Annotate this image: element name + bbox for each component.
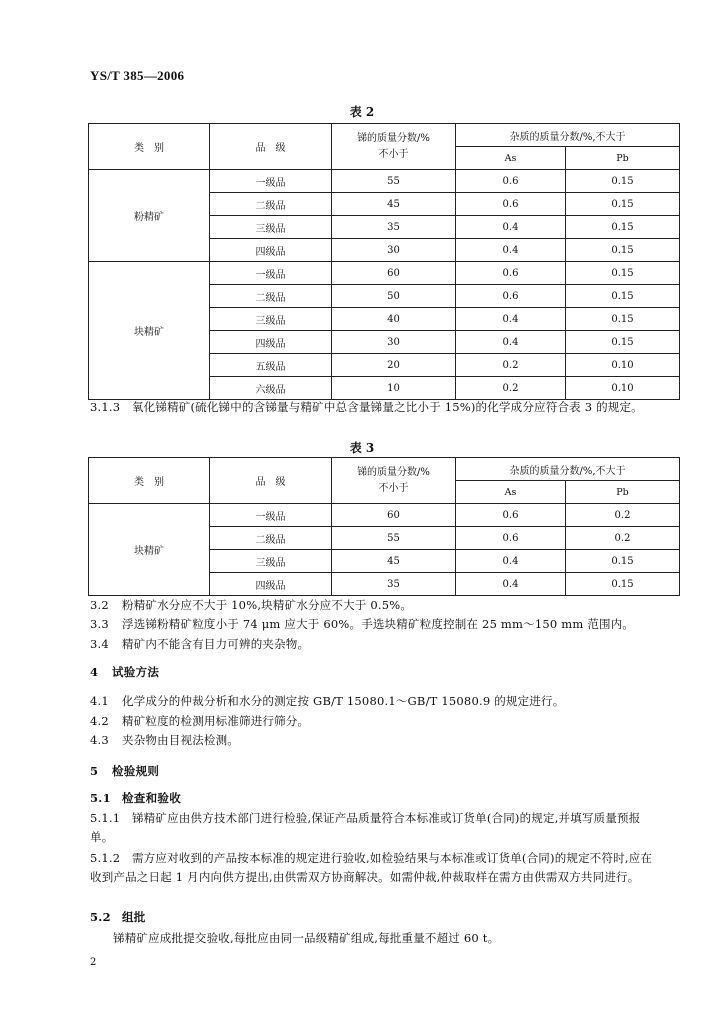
cell-sb: 55 [332, 527, 456, 550]
paragraph-3-4 [90, 635, 662, 654]
table-3 [88, 457, 680, 596]
cell-grade: 六级品 [210, 377, 332, 400]
cell-grade: 一级品 [210, 170, 332, 193]
cell-pb: 0.2 [566, 527, 680, 550]
table-row [89, 504, 680, 527]
cell-as: 0.6 [456, 504, 566, 527]
paragraph-4-3 [90, 731, 662, 750]
table-2-caption: 表 2 [349, 105, 375, 119]
cell-sb: 30 [332, 331, 456, 354]
section-title: 检验规则 [112, 764, 160, 778]
cell-grade: 一级品 [210, 504, 332, 527]
cell-grade: 四级品 [210, 331, 332, 354]
cell-as: 0.6 [456, 285, 566, 308]
paragraph-3-1-3 [90, 398, 662, 417]
cell-sb: 30 [332, 239, 456, 262]
clause-number: 4.2 [90, 714, 109, 728]
cell-pb: 0.15 [566, 216, 680, 239]
paragraph-5-1-2 [90, 849, 662, 887]
cell-sb: 50 [332, 285, 456, 308]
col-header-sb-line1: 锑的质量分数/% [357, 466, 430, 478]
cell-as: 0.4 [456, 239, 566, 262]
section-number: 4 [90, 665, 99, 679]
cell-sb: 35 [332, 216, 456, 239]
cell-pb: 0.15 [566, 285, 680, 308]
paragraph-4-1 [90, 692, 662, 711]
cell-sb: 60 [332, 504, 456, 527]
cell-as: 0.4 [456, 331, 566, 354]
col-header-pb: Pb [566, 481, 680, 504]
cell-as: 0.6 [456, 262, 566, 285]
cell-sb: 45 [332, 550, 456, 573]
cell-grade: 五级品 [210, 354, 332, 377]
col-header-sb [332, 124, 456, 170]
cell-pb: 0.15 [566, 170, 680, 193]
paragraph-3-2 [90, 596, 662, 615]
cell-pb: 0.15 [566, 550, 680, 573]
col-header-category: 类 别 [89, 124, 210, 170]
cell-as: 0.6 [456, 170, 566, 193]
section-number: 5.1 [90, 791, 111, 805]
section-title: 试验方法 [112, 665, 160, 679]
cell-pb: 0.10 [566, 377, 680, 400]
cell-grade: 二级品 [210, 527, 332, 550]
clause-number: 4.3 [90, 733, 109, 747]
paragraph-4-2 [90, 712, 662, 731]
clause-text: 需方应对收到的产品按本标准的规定进行验收,如检验结果与本标准或订货单(合同)的规定不符时,应在收到产品之日起 1 月内向供方提出,由供需双方协商解决。如需仲裁,仲裁取样在需方由供需双方共同进行。 [90, 851, 653, 884]
section-number: 5 [90, 764, 99, 778]
col-header-grade: 品 级 [210, 124, 332, 170]
clause-text: 精矿内不能含有目力可辨的夹杂物。 [122, 637, 310, 651]
clause-number: 5.1.1 [90, 811, 121, 825]
clause-number: 3.4 [90, 637, 109, 651]
cell-pb: 0.15 [566, 239, 680, 262]
cell-pb: 0.15 [566, 262, 680, 285]
paragraph-5-2 [90, 929, 662, 948]
cell-as: 0.6 [456, 527, 566, 550]
section-5-2-heading [90, 909, 146, 925]
paragraph-5-1-1 [90, 809, 662, 847]
clause-text: 化学成分的仲裁分析和水分的测定按 GB/T 15080.1～GB/T 15080.9 的规定进行。 [122, 694, 565, 708]
clause-text: 锑精矿应由供方技术部门进行检验,保证产品质量符合本标准或订货单(合同)的规定,并填写质量预报单。 [90, 811, 641, 844]
clause-text: 浮选锑粉精矿粒度小于 74 μm 应大于 60%。手选块精矿粒度控制在 25 mm～150 mm 范围内。 [122, 617, 635, 631]
table-row [89, 262, 680, 285]
cell-pb: 0.15 [566, 308, 680, 331]
clause-number: 3.3 [90, 617, 109, 631]
table-row [89, 170, 680, 193]
col-header-impurity: 杂质的质量分数/%,不大于 [456, 124, 680, 147]
page-number: 2 [90, 957, 97, 968]
cell-sb: 40 [332, 308, 456, 331]
cell-pb: 0.15 [566, 331, 680, 354]
col-header-sb [332, 458, 456, 504]
cell-grade: 四级品 [210, 239, 332, 262]
paragraph-3-3 [90, 615, 662, 634]
table-2 [88, 123, 680, 400]
clause-number: 3.2 [90, 598, 109, 612]
cell-pb: 0.10 [566, 354, 680, 377]
table-3-caption: 表 3 [349, 441, 375, 455]
cell-as: 0.2 [456, 354, 566, 377]
col-header-impurity: 杂质的质量分数/%,不大于 [456, 458, 680, 481]
cell-sb: 35 [332, 573, 456, 596]
cell-grade: 一级品 [210, 262, 332, 285]
cell-grade: 二级品 [210, 285, 332, 308]
cell-grade: 三级品 [210, 308, 332, 331]
category-lump: 块精矿 [89, 262, 210, 400]
col-header-sb-line1: 锑的质量分数/% [357, 132, 430, 144]
cell-pb: 0.2 [566, 504, 680, 527]
section-5-1-heading [90, 790, 181, 806]
cell-as: 0.4 [456, 216, 566, 239]
document-code: YS/T 385—2006 [90, 68, 185, 83]
cell-grade: 四级品 [210, 573, 332, 596]
clause-text: 粉精矿水分应不大于 10%,块精矿水分应不大于 0.5%。 [122, 598, 413, 612]
col-header-pb: Pb [566, 147, 680, 170]
cell-grade: 三级品 [210, 550, 332, 573]
cell-as: 0.4 [456, 573, 566, 596]
category-lump: 块精矿 [89, 504, 210, 596]
cell-sb: 45 [332, 193, 456, 216]
col-header-grade: 品 级 [210, 458, 332, 504]
col-header-sb-line2: 不小于 [378, 148, 409, 160]
section-number: 5.2 [90, 910, 111, 924]
cell-pb: 0.15 [566, 573, 680, 596]
col-header-sb-line2: 不小于 [378, 482, 409, 494]
cell-grade: 二级品 [210, 193, 332, 216]
section-5-heading [90, 763, 159, 779]
clause-number: 4.1 [90, 694, 109, 708]
cell-as: 0.2 [456, 377, 566, 400]
cell-sb: 60 [332, 262, 456, 285]
cell-sb: 10 [332, 377, 456, 400]
cell-as: 0.4 [456, 308, 566, 331]
cell-pb: 0.15 [566, 193, 680, 216]
cell-sb: 20 [332, 354, 456, 377]
col-header-as: As [456, 481, 566, 504]
cell-as: 0.6 [456, 193, 566, 216]
clause-number: 5.1.2 [90, 851, 121, 865]
section-title: 检查和验收 [122, 791, 181, 805]
col-header-as: As [456, 147, 566, 170]
section-4-heading [90, 664, 159, 680]
clause-text: 氧化锑精矿(硫化锑中的含锑量与精矿中总含量锑量之比小于 15%)的化学成分应符合表 3 的规定。 [131, 400, 643, 414]
cell-as: 0.4 [456, 550, 566, 573]
category-powder: 粉精矿 [89, 170, 210, 262]
cell-grade: 三级品 [210, 216, 332, 239]
section-title: 组批 [122, 910, 146, 924]
clause-text: 锑精矿应成批提交验收,每批应由同一品级精矿组成,每批重量不超过 60 t。 [113, 931, 500, 945]
clause-text: 夹杂物由目视法检测。 [122, 733, 239, 747]
col-header-category: 类 别 [89, 458, 210, 504]
clause-text: 精矿粒度的检测用标准筛进行筛分。 [122, 714, 310, 728]
clause-number: 3.1.3 [90, 400, 121, 414]
cell-sb: 55 [332, 170, 456, 193]
